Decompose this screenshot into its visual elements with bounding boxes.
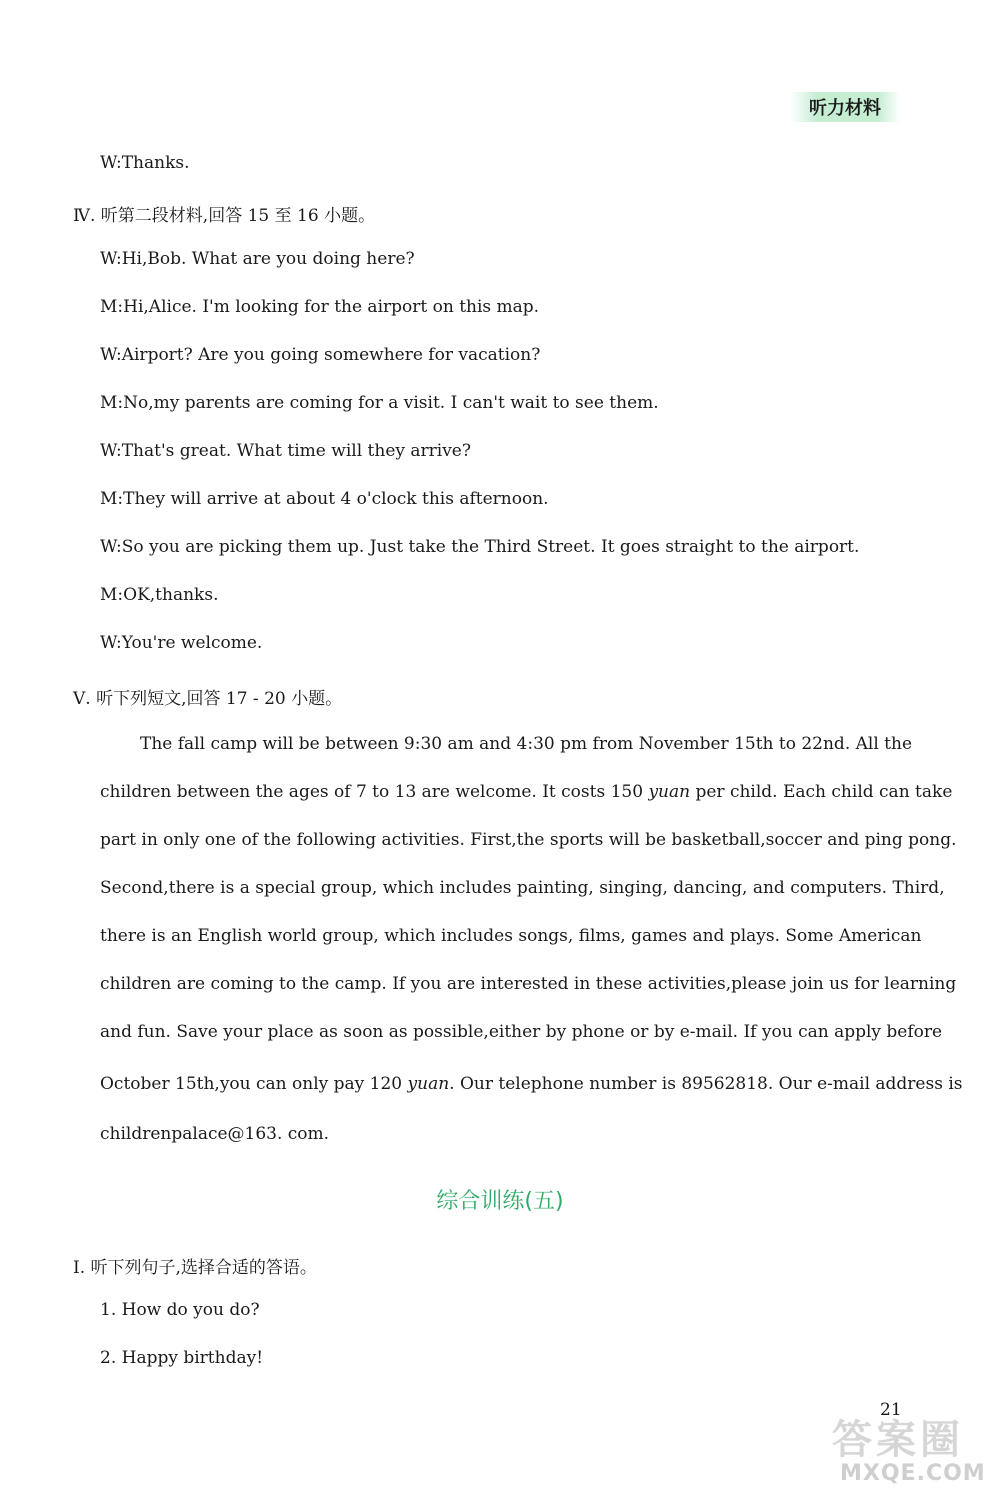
dialog-line: M:OK,thanks.	[100, 585, 219, 605]
section-5-title: Ⅴ. 听下列短文,回答 17 - 20 小题。	[73, 689, 343, 709]
watermark-site: MXQE.COM	[840, 1461, 986, 1486]
dialog-line: W:Hi,Bob. What are you doing here?	[100, 249, 415, 269]
passage-line: and fun. Save your place as soon as possible,either by phone or by e-mail. If you can apply before	[100, 1022, 943, 1042]
passage	[100, 720, 963, 1158]
dialog-line: M:They will arrive at about 4 o'clock this afternoon.	[100, 489, 549, 509]
dialog-line: W:Airport? Are you going somewhere for vacation?	[100, 345, 541, 365]
passage-line: The fall camp will be between 9:30 am and 4:30 pm from November 15th to 22nd. All the	[140, 734, 913, 754]
section-header-tag: 听力材料	[790, 92, 900, 122]
training-title: 综合训练(五)	[436, 1189, 564, 1214]
training-section-1-title: Ⅰ. 听下列句子,选择合适的答语。	[73, 1258, 317, 1278]
dialog-line: M:Hi,Alice. I'm looking for the airport on this map.	[100, 297, 540, 317]
passage-line: October 15th,you can only pay 120 yuan. Our telephone number is 89562818. Our e-mail address is	[100, 1074, 963, 1094]
dialog-line: W:That's great. What time will they arrive?	[100, 441, 471, 461]
dialog-line: W:You're welcome.	[100, 633, 263, 653]
question-item: 2. Happy birthday!	[100, 1348, 264, 1368]
dialog-line: M:No,my parents are coming for a visit. I can't wait to see them.	[100, 393, 659, 413]
section-4-title: Ⅳ. 听第二段材料,回答 15 至 16 小题。	[73, 206, 376, 226]
passage-line: there is an English world group, which includes songs, films, games and plays. Some American	[100, 926, 922, 946]
passage-line: part in only one of the following activities. First,the sports will be basketball,soccer and ping pong.	[100, 830, 957, 850]
question-item: 1. How do you do?	[100, 1300, 260, 1320]
passage-line: childrenpalace@163. com.	[100, 1124, 330, 1144]
watermark-logo: 答案圈	[832, 1417, 964, 1463]
passage-line: children are coming to the camp. If you are interested in these activities,please join us for learning	[100, 974, 957, 994]
passage-line: Second,there is a special group, which includes painting, singing, dancing, and computers. Third,	[100, 878, 945, 898]
dialog-line: W:So you are picking them up. Just take the Third Street. It goes straight to the airport.	[100, 537, 860, 557]
passage-line: children between the ages of 7 to 13 are welcome. It costs 150 yuan per child. Each child can take	[100, 782, 953, 802]
page-number: 21	[880, 1400, 902, 1420]
dialog-line: W:Thanks.	[100, 153, 190, 173]
